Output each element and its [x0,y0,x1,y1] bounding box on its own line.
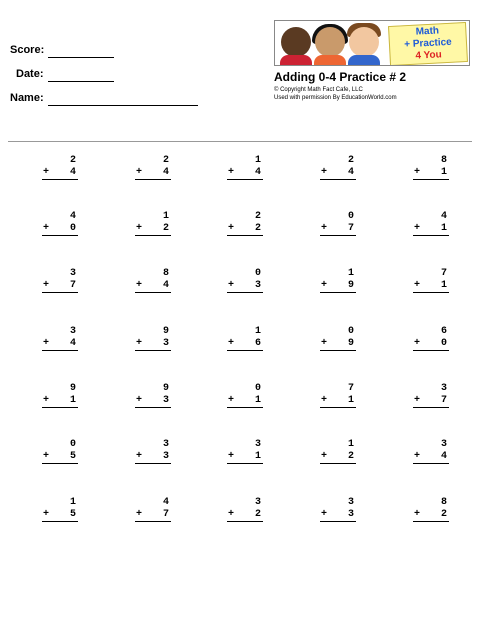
score-label: Score: [10,44,45,56]
worksheet-title: Adding 0-4 Practice # 2 [274,70,407,84]
answer-line[interactable] [135,463,171,464]
addition-problem [40,497,80,537]
addend-bottom: 9 [347,280,354,291]
addend-top: 1 [254,155,261,166]
logo-card [388,22,468,66]
answer-line[interactable] [42,292,78,293]
answer-line[interactable] [135,235,171,236]
addend-top: 3 [162,439,169,450]
plus-sign: + [228,223,235,234]
addend-top: 3 [254,497,261,508]
plus-sign: + [43,509,50,520]
addend-top: 4 [69,211,76,222]
addition-problem [40,268,80,308]
addition-problem [133,439,173,479]
answer-line[interactable] [320,235,356,236]
addend-bottom: 4 [162,167,169,178]
addend-top: 0 [347,211,354,222]
plus-sign: + [43,338,50,349]
addition-problem [225,383,265,423]
plus-sign: + [228,280,235,291]
answer-line[interactable] [227,350,263,351]
plus-sign: + [43,223,50,234]
addend-top: 7 [347,383,354,394]
name-label: Name: [10,92,44,104]
plus-sign: + [414,338,421,349]
math-practice-logo [274,20,470,66]
addition-problem [411,155,451,195]
plus-sign: + [136,223,143,234]
addend-bottom: 3 [162,395,169,406]
answer-line[interactable] [135,521,171,522]
answer-line[interactable] [135,292,171,293]
addend-top: 2 [162,155,169,166]
addend-bottom: 9 [347,338,354,349]
addition-problem [133,383,173,423]
plus-sign: + [228,395,235,406]
addend-top: 9 [162,383,169,394]
plus-sign: + [43,451,50,462]
answer-line[interactable] [135,179,171,180]
answer-line[interactable] [320,179,356,180]
addend-bottom: 0 [69,223,76,234]
answer-line[interactable] [413,350,449,351]
plus-sign: + [414,451,421,462]
answer-line[interactable] [227,463,263,464]
plus-sign: + [136,395,143,406]
addend-bottom: 3 [162,451,169,462]
plus-sign: + [43,395,50,406]
kid-shirt-icon [280,55,312,66]
plus-sign: + [321,509,328,520]
addend-top: 8 [162,268,169,279]
addend-bottom: 5 [69,509,76,520]
addend-top: 8 [440,155,447,166]
answer-line[interactable] [227,292,263,293]
plus-sign: + [228,451,235,462]
kid-shirt-icon [314,55,346,66]
addition-problem [411,383,451,423]
answer-line[interactable] [227,179,263,180]
addend-top: 1 [69,497,76,508]
addend-top: 1 [347,268,354,279]
plus-sign: + [321,223,328,234]
plus-sign: + [136,451,143,462]
answer-line[interactable] [227,521,263,522]
copyright-text: © Copyright Math Fact Cafe, LLC [274,87,363,93]
plus-sign: + [321,395,328,406]
addition-problem [225,439,265,479]
plus-sign: + [321,451,328,462]
answer-line[interactable] [42,463,78,464]
addition-problem [40,439,80,479]
addend-bottom: 7 [347,223,354,234]
addend-bottom: 3 [254,280,261,291]
answer-line[interactable] [413,235,449,236]
answer-line[interactable] [320,292,356,293]
plus-sign: + [136,167,143,178]
addend-top: 0 [347,326,354,337]
addend-bottom: 1 [69,395,76,406]
addend-bottom: 4 [69,338,76,349]
addend-top: 0 [69,439,76,450]
addend-top: 3 [347,497,354,508]
addition-problem [225,497,265,537]
addend-bottom: 4 [254,167,261,178]
answer-line[interactable] [320,350,356,351]
kids-illustration [275,21,385,66]
addition-problem [133,268,173,308]
addition-problem [318,155,358,195]
addend-top: 3 [440,383,447,394]
addition-problem [40,326,80,366]
addend-bottom: 1 [440,223,447,234]
addition-problem [318,497,358,537]
answer-line[interactable] [320,463,356,464]
addend-bottom: 2 [440,509,447,520]
kid-face-icon [281,27,311,57]
addend-top: 0 [254,268,261,279]
addition-problem [40,155,80,195]
answer-line[interactable] [227,407,263,408]
addition-problem [411,326,451,366]
addition-problem [318,383,358,423]
addition-problem [318,326,358,366]
score-blank-line[interactable] [48,57,114,58]
addition-problem [225,211,265,251]
plus-sign: + [414,395,421,406]
answer-line[interactable] [413,521,449,522]
date-field [16,68,44,80]
addend-bottom: 2 [162,223,169,234]
answer-line[interactable] [42,235,78,236]
plus-sign: + [321,167,328,178]
addend-top: 1 [347,439,354,450]
header-divider [8,141,472,142]
addend-bottom: 4 [347,167,354,178]
plus-sign: + [321,280,328,291]
answer-line[interactable] [227,235,263,236]
addend-top: 0 [254,383,261,394]
addend-top: 2 [254,211,261,222]
plus-sign: + [136,338,143,349]
addend-bottom: 1 [254,395,261,406]
kid-shirt-icon [348,55,380,66]
addition-problem [411,211,451,251]
answer-line[interactable] [413,463,449,464]
kid-face-icon [315,27,345,57]
plus-sign: + [414,223,421,234]
addend-top: 2 [69,155,76,166]
addition-problem [318,211,358,251]
plus-sign: + [414,167,421,178]
addend-bottom: 0 [440,338,447,349]
addend-top: 4 [162,497,169,508]
addend-bottom: 3 [347,509,354,520]
addend-top: 3 [69,268,76,279]
addition-problem [225,268,265,308]
addend-bottom: 7 [162,509,169,520]
logo-line-2: + Practice [403,36,452,51]
addend-bottom: 2 [254,509,261,520]
date-blank-line[interactable] [48,81,114,82]
plus-sign: + [43,280,50,291]
logo-line-3: 4 You [415,49,443,62]
plus-sign: + [228,509,235,520]
addend-bottom: 3 [162,338,169,349]
addend-bottom: 7 [440,395,447,406]
answer-line[interactable] [135,350,171,351]
date-label: Date: [16,68,44,80]
plus-sign: + [136,509,143,520]
addend-top: 2 [347,155,354,166]
addend-top: 9 [162,326,169,337]
addend-top: 1 [162,211,169,222]
addend-top: 6 [440,326,447,337]
plus-sign: + [414,509,421,520]
addend-bottom: 1 [440,280,447,291]
addend-top: 7 [440,268,447,279]
answer-line[interactable] [320,521,356,522]
addend-bottom: 2 [347,451,354,462]
addition-problem [133,326,173,366]
addition-problem [133,211,173,251]
addition-problem [225,326,265,366]
addition-problem [318,268,358,308]
addend-top: 3 [254,439,261,450]
addend-top: 9 [69,383,76,394]
addition-problem [225,155,265,195]
name-blank-line[interactable] [48,105,198,106]
addend-bottom: 4 [440,451,447,462]
addition-problem [40,211,80,251]
addition-problem [411,497,451,537]
addend-top: 4 [440,211,447,222]
plus-sign: + [321,338,328,349]
addend-bottom: 5 [69,451,76,462]
plus-sign: + [228,338,235,349]
addition-problem [318,439,358,479]
answer-line[interactable] [413,179,449,180]
addition-problem [411,439,451,479]
addend-bottom: 1 [347,395,354,406]
plus-sign: + [228,167,235,178]
permission-text: Used with permission By EducationWorld.com [274,95,397,101]
name-field [10,92,44,104]
answer-line[interactable] [42,407,78,408]
addition-problem [411,268,451,308]
answer-line[interactable] [42,521,78,522]
addition-problem [40,383,80,423]
plus-sign: + [136,280,143,291]
answer-line[interactable] [413,407,449,408]
addend-bottom: 6 [254,338,261,349]
addend-top: 3 [69,326,76,337]
answer-line[interactable] [413,292,449,293]
score-field [10,44,44,56]
kid-face-icon [349,27,379,57]
answer-line[interactable] [135,407,171,408]
answer-line[interactable] [42,350,78,351]
addend-top: 3 [440,439,447,450]
addend-bottom: 4 [162,280,169,291]
addition-problem [133,497,173,537]
logo-line-1: Math [415,25,440,38]
plus-sign: + [43,167,50,178]
answer-line[interactable] [320,407,356,408]
answer-line[interactable] [42,179,78,180]
addend-bottom: 7 [69,280,76,291]
addend-top: 8 [440,497,447,508]
addend-bottom: 2 [254,223,261,234]
plus-sign: + [414,280,421,291]
addend-bottom: 1 [440,167,447,178]
addition-problem [133,155,173,195]
addend-bottom: 1 [254,451,261,462]
addend-top: 1 [254,326,261,337]
addend-bottom: 4 [69,167,76,178]
